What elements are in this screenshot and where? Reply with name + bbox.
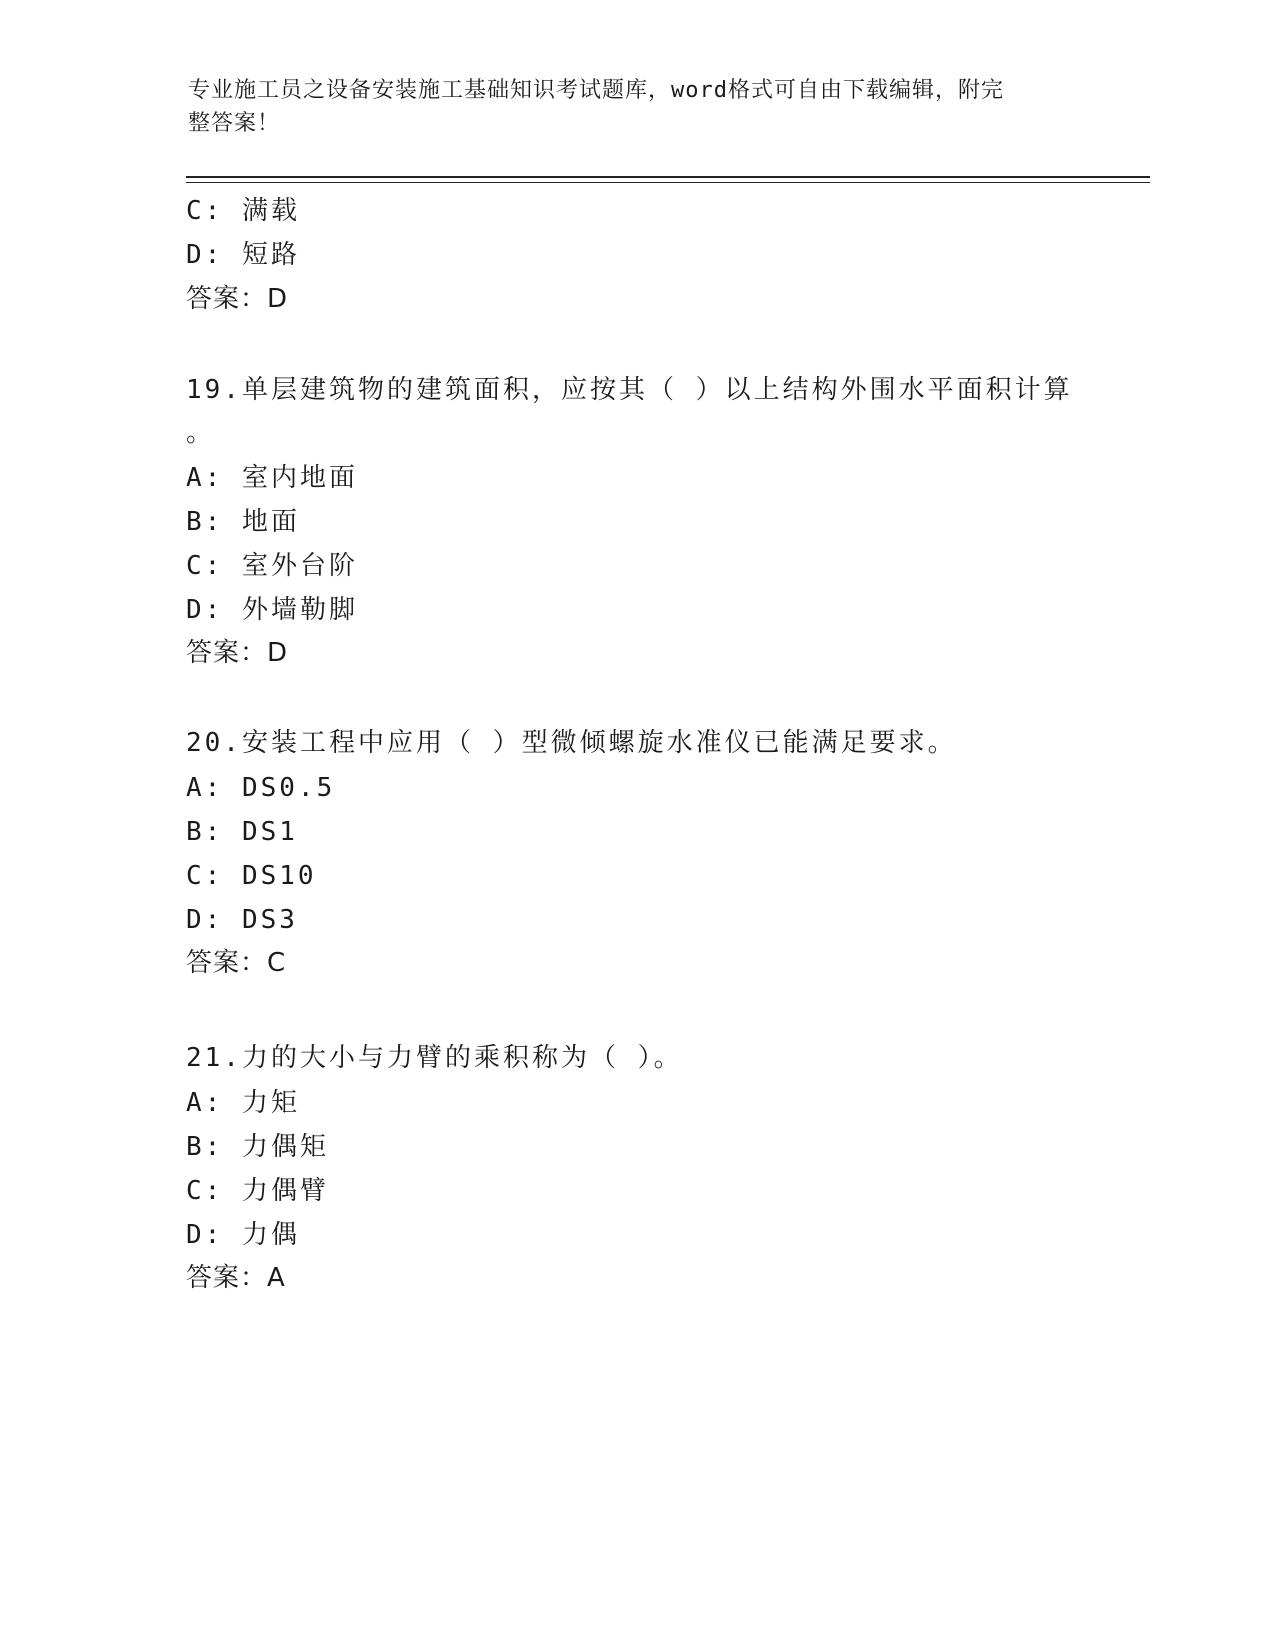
prev-option-c: C: 满载 (186, 196, 300, 226)
q19-answer: 答案：D (186, 638, 289, 668)
q19-stem-line-1: 19.单层建筑物的建筑面积，应按其（ ）以上结构外围水平面积计算 (186, 375, 1073, 405)
prev-option-d: D: 短路 (186, 240, 300, 270)
q21-option-b: B: 力偶矩 (186, 1132, 329, 1162)
q21-option-c: C: 力偶臂 (186, 1176, 329, 1206)
q21-option-d: D: 力偶 (186, 1220, 300, 1250)
prev-answer: 答案：D (186, 284, 289, 314)
q21-stem: 21.力的大小与力臂的乘积称为（ ）。 (186, 1043, 683, 1073)
header-divider-thick (186, 176, 1150, 178)
q20-answer: 答案：C (186, 948, 287, 978)
q20-option-c: C: DS10 (186, 861, 317, 891)
q20-option-b: B: DS1 (186, 817, 298, 847)
q19-option-b: B: 地面 (186, 507, 300, 537)
q20-option-d: D: DS3 (186, 905, 298, 935)
q20-stem: 20.安装工程中应用（ ）型微倾螺旋水准仪已能满足要求。 (186, 728, 957, 758)
q19-option-c: C: 室外台阶 (186, 551, 358, 581)
document-header (188, 74, 1068, 140)
q19-option-a: A: 室内地面 (186, 463, 358, 493)
q21-option-a: A: 力矩 (186, 1088, 300, 1118)
q19-option-d: D: 外墙勒脚 (186, 595, 358, 625)
q21-answer: 答案：A (186, 1263, 286, 1293)
header-line-2: 整答案！ (188, 111, 281, 136)
q20-option-a: A: DS0.5 (186, 773, 336, 803)
header-line-1: 专业施工员之设备安装施工基础知识考试题库，word格式可自由下载编辑，附完 (188, 78, 1004, 103)
q19-stem-line-2: 。 (186, 418, 216, 448)
header-divider-thin (186, 182, 1150, 183)
